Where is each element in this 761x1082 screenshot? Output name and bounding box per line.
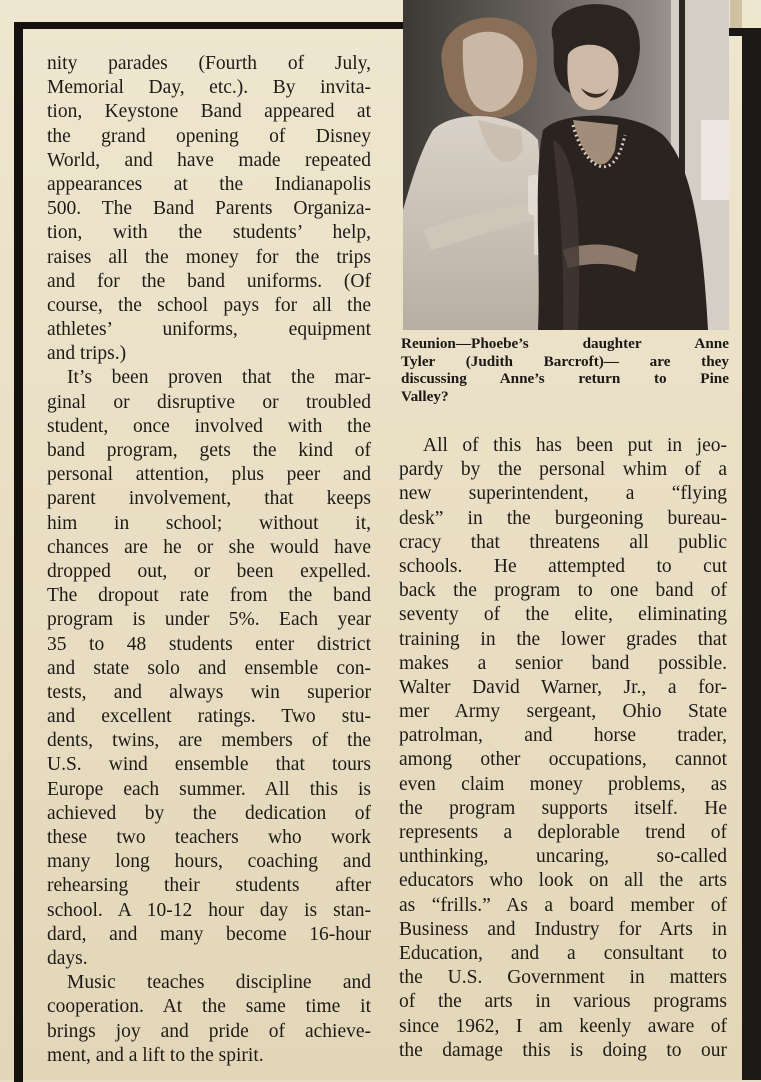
text-line: and for the band uniforms. (Of [47,270,371,292]
text-line: among other occupations, cannot [399,749,727,771]
text-line: the damage this is doing to our [399,1039,727,1061]
text-line: new superintendent, a “flying [399,483,727,505]
photo-caption [401,335,729,405]
text-line: course, the school pays for all the [47,294,371,316]
text-line: patrolman, and horse trader, [399,725,727,747]
text-line: tests, and always win superior [47,681,371,703]
text-line: seventy of the elite, eliminating [399,604,727,626]
text-line: 500. The Band Parents Organiza- [47,198,371,220]
text-line: these two teachers who work [47,827,371,848]
text-line: The dropout rate from the band [47,585,371,607]
text-line: athletes’ uniforms, equipment [47,319,371,341]
text-line: nity parades (Fourth of July, [47,53,371,74]
text-line: and state solo and ensemble con- [47,657,371,679]
text-line: ment, and a lift to the spirit. [47,1044,264,1066]
text-line: Walter David Warner, Jr., a for- [399,676,727,698]
caption-line: Tyler (Judith Barcroft)— are they [401,352,729,370]
text-line: school. A 10-12 hour day is stan- [47,899,371,921]
text-line: schools. He attempted to cut [399,555,727,577]
photo-illustration [403,0,729,330]
text-line: days. [47,947,88,969]
text-line: raises all the money for the trips [47,246,371,268]
text-line: Music teaches discipline and [67,972,371,994]
text-line: many long hours, coaching and [47,851,371,873]
text-line: student, once involved with the [47,415,371,437]
text-line: the program supports itself. He [399,797,727,819]
page-edge [730,0,742,30]
frame-border-right [742,28,761,1080]
text-line: tion, Keystone Band appeared at [47,101,371,123]
text-line: brings joy and pride of achieve- [47,1020,371,1042]
text-line: ginal or disruptive or troubled [47,391,371,413]
text-line: dropped out, or been expelled. [47,560,371,582]
text-line: 35 to 48 students enter district [47,633,371,655]
text-line: training in the lower grades that [399,628,727,650]
text-line: the U.S. Government in matters [399,967,727,989]
text-line: It’s been proven that the mar- [67,367,371,389]
text-line: Business and Industry for Arts in [399,918,727,940]
text-line: parent involvement, that keeps [47,488,371,510]
text-line: as “frills.” As a board member of [399,894,727,916]
text-line: Europe each summer. All this is [47,778,371,800]
text-line: desk” in the burgeoning bureau- [399,507,727,529]
frame-border-left [14,22,23,1082]
text-line: World, and have made repeated [47,149,371,171]
text-line: cooperation. At the same time it [47,996,371,1018]
right-text-column [399,434,727,1063]
caption-line: Reunion—Phoebe’s daughter Anne [401,335,729,352]
text-line: mer Army sergeant, Ohio State [399,701,727,723]
text-line: dard, and many become 16-hour [47,923,371,945]
left-text-column [47,52,371,1068]
text-line: chances are he or she would have [47,536,371,558]
text-line: appearances at the Indianapolis [47,173,371,195]
text-line: cracy that threatens all public [399,531,727,553]
text-line: pardy by the personal whim of a [399,459,727,481]
text-line: achieved by the dedication of [47,802,371,824]
text-line: All of this has been put in jeo- [423,435,727,456]
text-line: even claim money problems, as [399,773,727,795]
caption-line: discussing Anne’s return to Pine [401,370,729,388]
text-line: represents a deplorable trend of [399,822,727,843]
text-line: unthinking, uncaring, so-called [399,846,727,868]
text-line: makes a senior band possible. [399,652,727,674]
text-line: the grand opening of Disney [47,125,371,147]
text-line: of the arts in various programs [399,991,727,1013]
text-line: personal attention, plus peer and [47,464,371,486]
text-line: band program, gets the kind of [47,440,371,461]
frame-border-top [14,22,406,29]
caption-line: Valley? [401,387,449,405]
text-line: Memorial Day, etc.). By invita- [47,77,371,99]
text-line: back the program to one band of [399,580,727,602]
text-line: rehearsing their students after [47,875,371,897]
text-line: and excellent ratings. Two stu- [47,706,371,728]
text-line: educators who look on all the arts [399,870,727,892]
text-line: U.S. wind ensemble that tours [47,754,371,776]
text-line: program is under 5%. Each year [47,609,371,631]
text-line: and trips.) [47,343,127,365]
text-line: him in school; without it, [47,512,371,534]
text-line: tion, with the students’ help, [47,222,371,244]
text-line: dents, twins, are members of the [47,730,371,752]
text-line: since 1962, I am keenly aware of [399,1015,727,1037]
text-line: Education, and a consultant to [399,942,727,964]
reunion-photo [403,0,729,330]
